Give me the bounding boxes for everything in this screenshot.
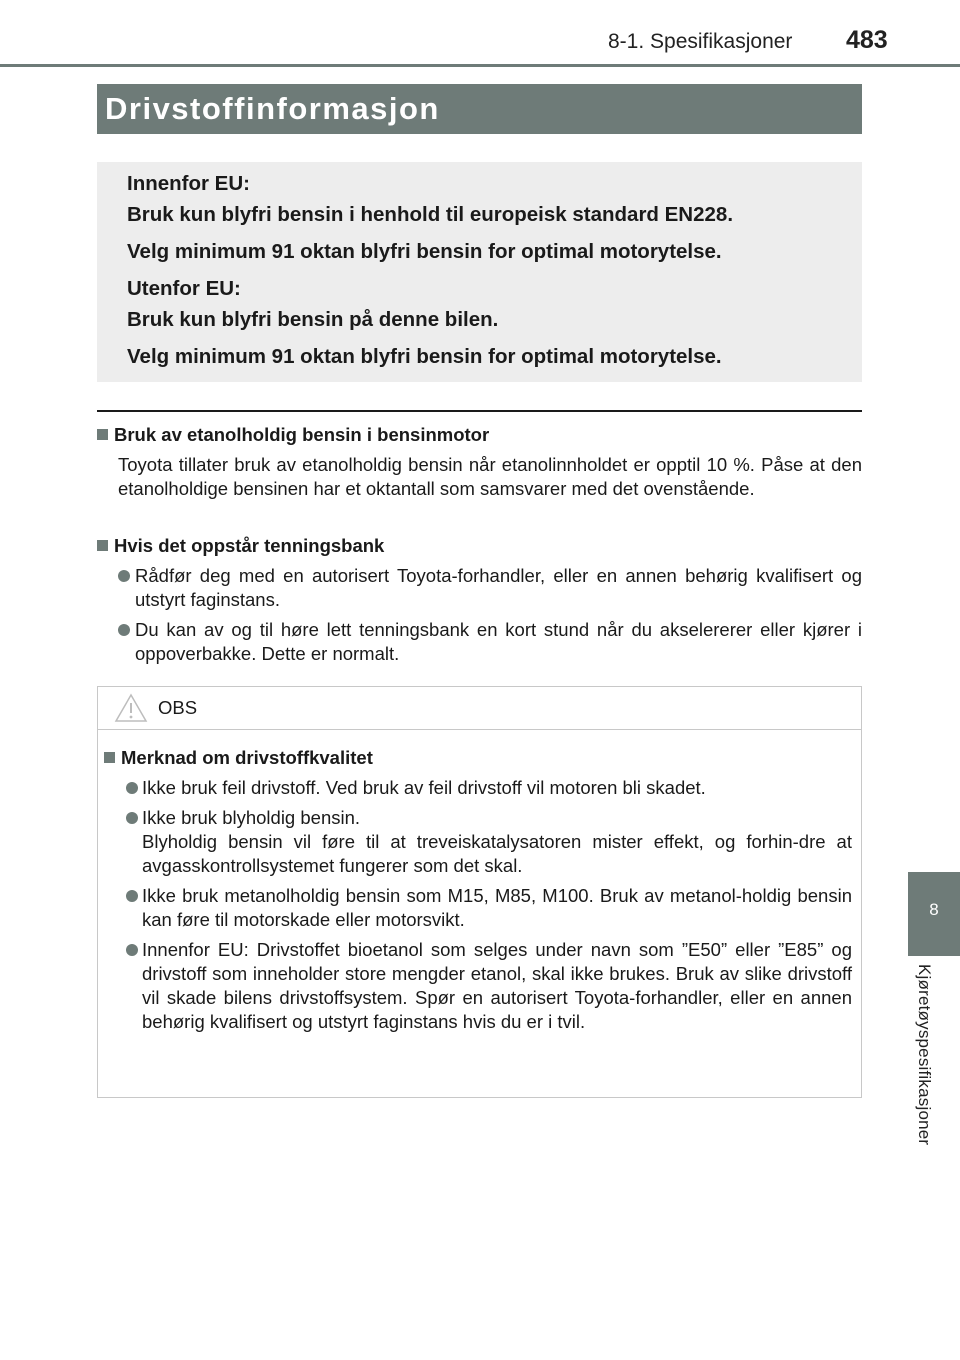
list-item: Ikke bruk blyholdig bensin. Blyholdig bensin vil føre til at treveiskatalysatoren mister effekt, og forhin-dre at avgasskontrollsystemet fungerer som det skal. xyxy=(104,806,852,878)
page-title: Drivstoffinformasjon xyxy=(97,84,862,134)
fuel-line-non-eu-heading: Utenfor EU: xyxy=(127,277,241,300)
chapter-tab xyxy=(908,872,960,956)
circle-bullet-icon xyxy=(118,570,130,582)
circle-bullet-icon xyxy=(126,890,138,902)
obs-notice-box xyxy=(97,686,862,1098)
header-rule xyxy=(0,64,960,67)
square-bullet-icon xyxy=(104,752,115,763)
obs-label: OBS xyxy=(158,697,198,718)
chapter-label: Kjøretøyspesifikasjoner xyxy=(915,964,934,1146)
circle-bullet-icon xyxy=(126,944,138,956)
list-item: Innenfor EU: Drivstoffet bioetanol som selges under navn som ”E50” eller ”E85” og drivstoff som inneholder store mengder etanol, skal ikke brukes. Bruk av slike drivstoff vil skade bilens drivstoffsystem. Spør en autorisert Toyota-forhandler, eller en annen behørig kvalifisert og utstyrt faginstans hvis du er i tvil. xyxy=(104,938,852,1034)
list-item: Rådfør deg med en autorisert Toyota-forhandler, eller en annen behørig kvalifisert og utstyrt faginstans. xyxy=(97,564,862,612)
ethanol-section xyxy=(97,423,862,501)
fuel-info-box xyxy=(97,162,862,382)
obs-heading: Merknad om drivstoffkvalitet xyxy=(121,747,373,768)
chapter-number: 8 xyxy=(929,900,939,919)
fuel-line-eu-heading: Innenfor EU: xyxy=(127,172,250,195)
header-section-title: 8-1. Spesifikasjoner xyxy=(608,30,793,53)
fuel-line-non-eu-octane: Velg minimum 91 oktan blyfri bensin for optimal motorytelse. xyxy=(127,345,722,368)
list-item: Ikke bruk feil drivstoff. Ved bruk av feil drivstoff vil motoren bli skadet. xyxy=(104,776,852,800)
list-item: Du kan av og til høre lett tenningsbank en kort stund når du akselererer eller kjører i oppoverbakke. Dette er normalt. xyxy=(97,618,862,666)
warning-triangle-icon xyxy=(114,693,148,723)
page-number: 483 xyxy=(846,26,888,54)
obs-body xyxy=(98,730,861,1034)
list-item: Ikke bruk metanolholdig bensin som M15, M85, M100. Bruk av metanol-holdig bensin kan føre til motorskade eller motorsvikt. xyxy=(104,884,852,932)
circle-bullet-icon xyxy=(126,812,138,824)
circle-bullet-icon xyxy=(118,624,130,636)
knock-heading: Hvis det oppstår tenningsbank xyxy=(114,535,385,556)
fuel-line-non-eu-unleaded: Bruk kun blyfri bensin på denne bilen. xyxy=(127,308,499,331)
square-bullet-icon xyxy=(97,429,108,440)
fuel-line-eu-octane: Velg minimum 91 oktan blyfri bensin for optimal motorytelse. xyxy=(127,240,722,263)
ethanol-body: Toyota tillater bruk av etanolholdig bensin når etanolinnholdet er opptil 10 %. Påse at den etanolholdige bensinen har et oktantall som samsvarer med det ovenstående. xyxy=(118,454,862,499)
square-bullet-icon xyxy=(97,540,108,551)
knock-section xyxy=(97,534,862,666)
ethanol-heading: Bruk av etanolholdig bensin i bensinmotor xyxy=(114,424,490,445)
fuel-line-eu-standard: Bruk kun blyfri bensin i henhold til europeisk standard EN228. xyxy=(127,203,734,226)
circle-bullet-icon xyxy=(126,782,138,794)
obs-header xyxy=(98,687,861,730)
section-divider xyxy=(97,410,862,412)
